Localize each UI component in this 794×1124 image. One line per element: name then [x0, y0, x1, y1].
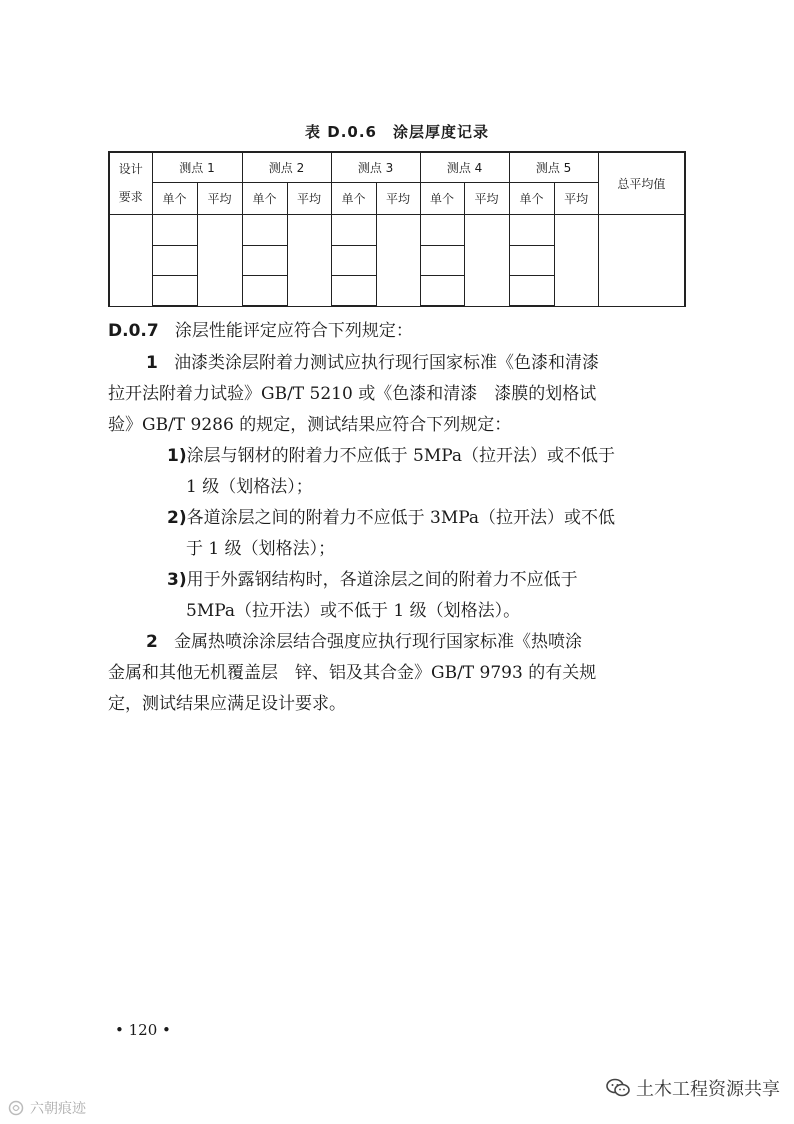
table-title: 表 D.0.6 涂层厚度记录 [305, 123, 489, 141]
average-header: 平均 [376, 182, 420, 214]
single-cell [420, 275, 464, 306]
average-cell [554, 214, 598, 306]
single-cell [331, 214, 376, 245]
item-2-line-2: 于 1 级（划格法）； [186, 539, 336, 559]
item-1-line-2: 1 级（划格法）； [186, 477, 313, 497]
clause-d07: D.0.7 涂层性能评定应符合下列规定： [108, 321, 413, 341]
para-1-line-1: 1 油漆类涂层附着力测试应执行现行国家标准《色漆和清漆 [146, 353, 600, 373]
average-cell [287, 214, 331, 306]
average-cell [197, 214, 242, 306]
watermark-right: 土木工程资源共享 [606, 1075, 780, 1101]
para-2-line-3: 定，测试结果应满足设计要求。 [108, 694, 346, 714]
point-header: 测点 3 [331, 152, 420, 182]
wechat-icon [606, 1078, 630, 1098]
point-header: 测点 5 [509, 152, 598, 182]
logo-icon [8, 1100, 26, 1116]
single-cell [509, 245, 554, 275]
para-1-line-2: 拉开法附着力试验》GB/T 5210 或《色漆和清漆 漆膜的划格试 [108, 384, 597, 404]
single-cell [152, 214, 197, 245]
single-cell [152, 275, 197, 306]
single-cell [509, 214, 554, 245]
design-req-cell [109, 214, 152, 306]
single-cell [420, 245, 464, 275]
single-header: 单个 [509, 182, 554, 214]
average-header: 平均 [464, 182, 509, 214]
item-1-line-1: 1)涂层与钢材的附着力不应低于 5MPa（拉开法）或不低于 [167, 446, 616, 466]
design-req-header: 设计 要求 [109, 152, 152, 214]
item-3-line-1: 3)用于外露钢结构时，各道涂层之间的附着力不应低于 [167, 570, 578, 590]
single-cell [509, 275, 554, 306]
point-header: 测点 2 [242, 152, 331, 182]
coating-thickness-table [108, 151, 686, 307]
watermark-left: 六朝痕迹 [8, 1098, 86, 1118]
average-header: 平均 [197, 182, 242, 214]
single-header: 单个 [152, 182, 197, 214]
average-header: 平均 [287, 182, 331, 214]
item-3-line-2: 5MPa（拉开法）或不低于 1 级（划格法）。 [186, 601, 521, 621]
para-1-line-3: 验》GB/T 9286 的规定，测试结果应符合下列规定： [108, 415, 512, 435]
para-2-line-2: 金属和其他无机覆盖层 锌、铝及其合金》GB/T 9793 的有关规 [108, 663, 597, 683]
average-header: 平均 [554, 182, 598, 214]
total-average-header: 总平均值 [598, 152, 685, 214]
single-cell [242, 214, 287, 245]
average-cell [376, 214, 420, 306]
single-header: 单个 [420, 182, 464, 214]
single-cell [331, 245, 376, 275]
single-header: 单个 [242, 182, 287, 214]
single-cell [331, 275, 376, 306]
para-2-line-1: 2 金属热喷涂涂层结合强度应执行现行国家标准《热喷涂 [146, 632, 583, 652]
single-cell [420, 214, 464, 245]
point-header: 测点 1 [152, 152, 242, 182]
point-header: 测点 4 [420, 152, 509, 182]
single-cell [152, 245, 197, 275]
single-cell [242, 275, 287, 306]
total-average-cell [598, 214, 685, 306]
single-cell [242, 245, 287, 275]
single-header: 单个 [331, 182, 376, 214]
average-cell [464, 214, 509, 306]
page-number: • 120 • [115, 1021, 171, 1039]
item-2-line-1: 2)各道涂层之间的附着力不应低于 3MPa（拉开法）或不低 [167, 508, 616, 528]
